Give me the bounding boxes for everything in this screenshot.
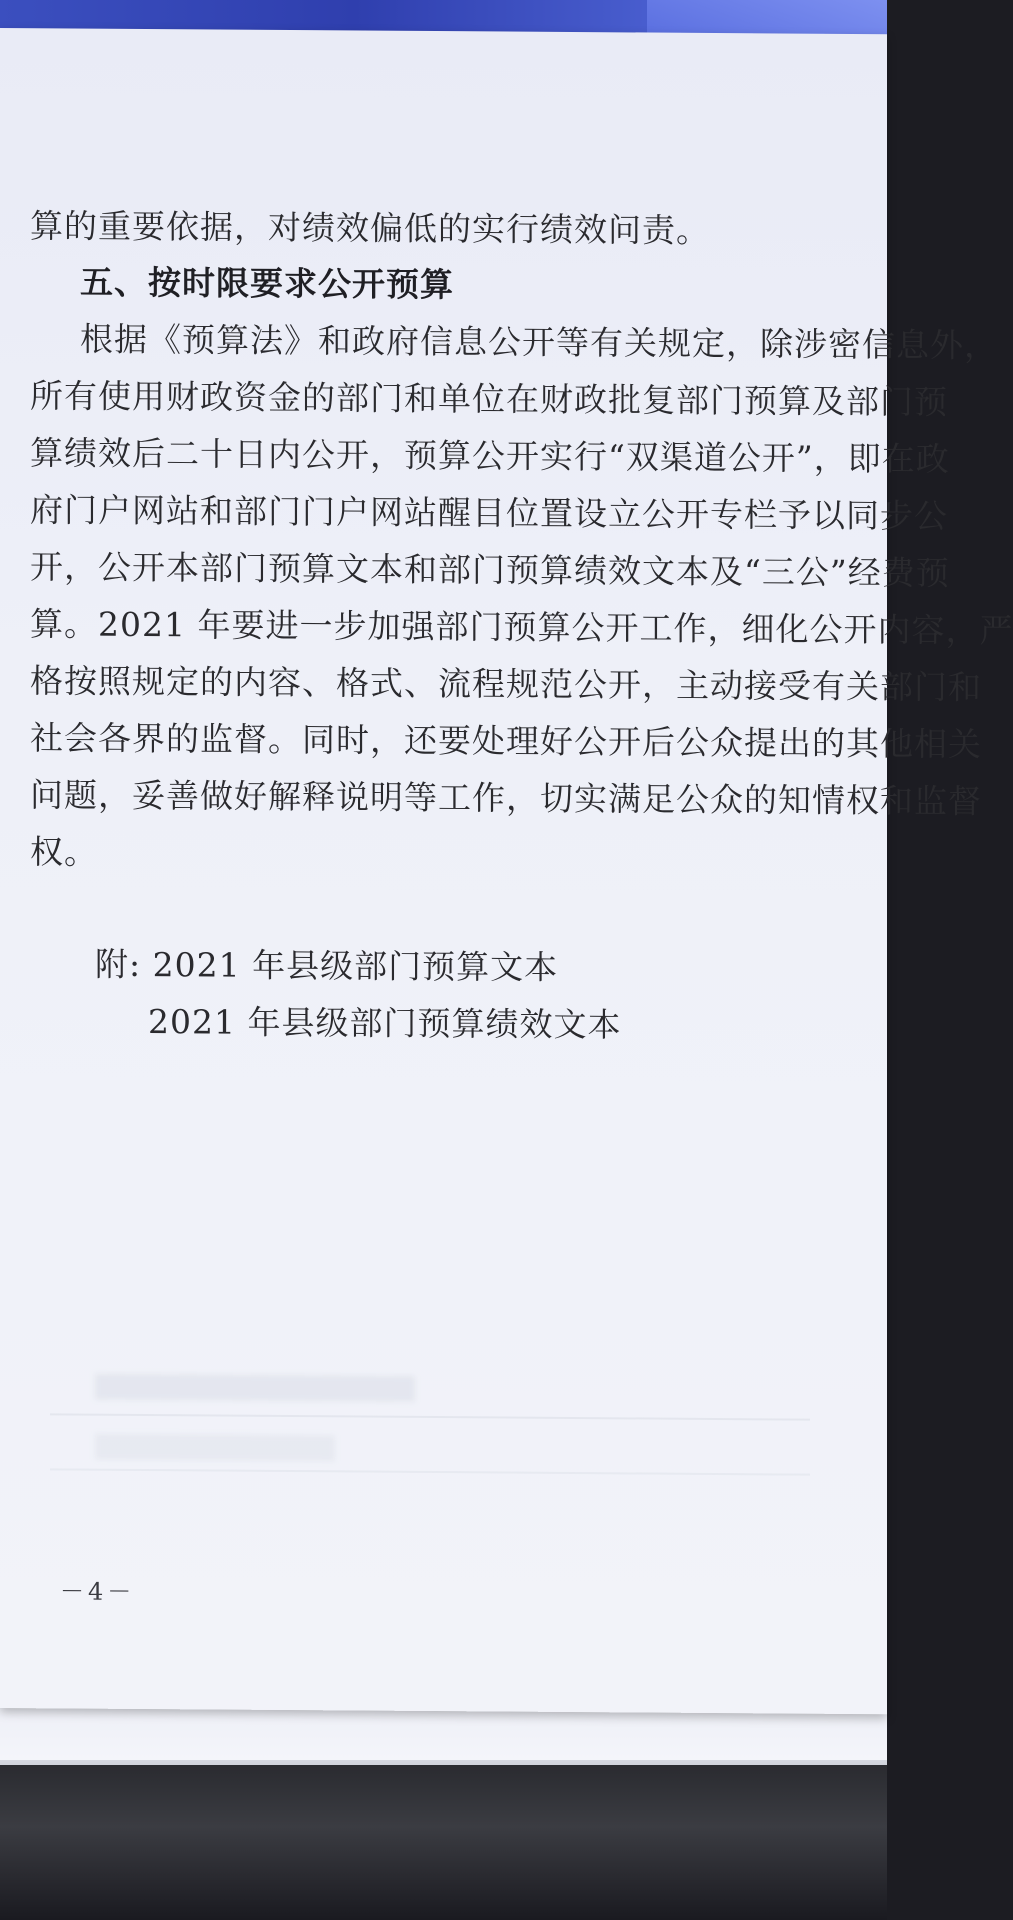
faint-text-bleed-1 [95,1374,415,1402]
body-line-5: 府门户网站和部门门户网站醒目位置设立公开专栏予以同步公 [30,490,948,536]
body-line-10: 问题，妥善做好解释说明等工作，切实满足公众的知情权和监督 [30,775,982,821]
page-number: －4－ [60,1577,136,1606]
body-line-3: 所有使用财政资金的部门和单位在财政批复部门预算及部门预 [30,376,948,422]
body-line-6: 开，公开本部门预算文本和部门预算绩效文本及“三公”经费预 [30,547,950,593]
faint-text-bleed-2 [95,1434,335,1462]
body-line-9: 社会各界的监督。同时，还要处理好公开后公众提出的其他相关 [30,718,982,764]
attachment-item-2: 2021 年县级部门预算绩效文本 [148,1002,622,1045]
body-line-1: 算的重要依据，对绩效偏低的实行绩效问责。 [30,206,710,250]
faint-rule-2 [50,1468,810,1475]
document-page [0,28,1013,1714]
body-line-7: 算。2021 年要进一步加强部门预算公开工作，细化公开内容，严 [30,604,1013,651]
section-heading: 五、按时限要求公开预算 [80,262,454,305]
body-line-11: 权。 [30,832,98,872]
body-line-4: 算绩效后二十日内公开，预算公开实行“双渠道公开”，即在政 [30,433,950,479]
background-bottom-band [0,1765,887,1920]
faint-rule-1 [50,1413,810,1420]
body-line-2: 根据《预算法》和政府信息公开等有关规定，除涉密信息外， [80,319,998,365]
attachment-label: 附: 2021 年县级部门预算文本 [95,944,559,987]
body-line-8: 格按照规定的内容、格式、流程规范公开，主动接受有关部门和 [30,661,982,707]
